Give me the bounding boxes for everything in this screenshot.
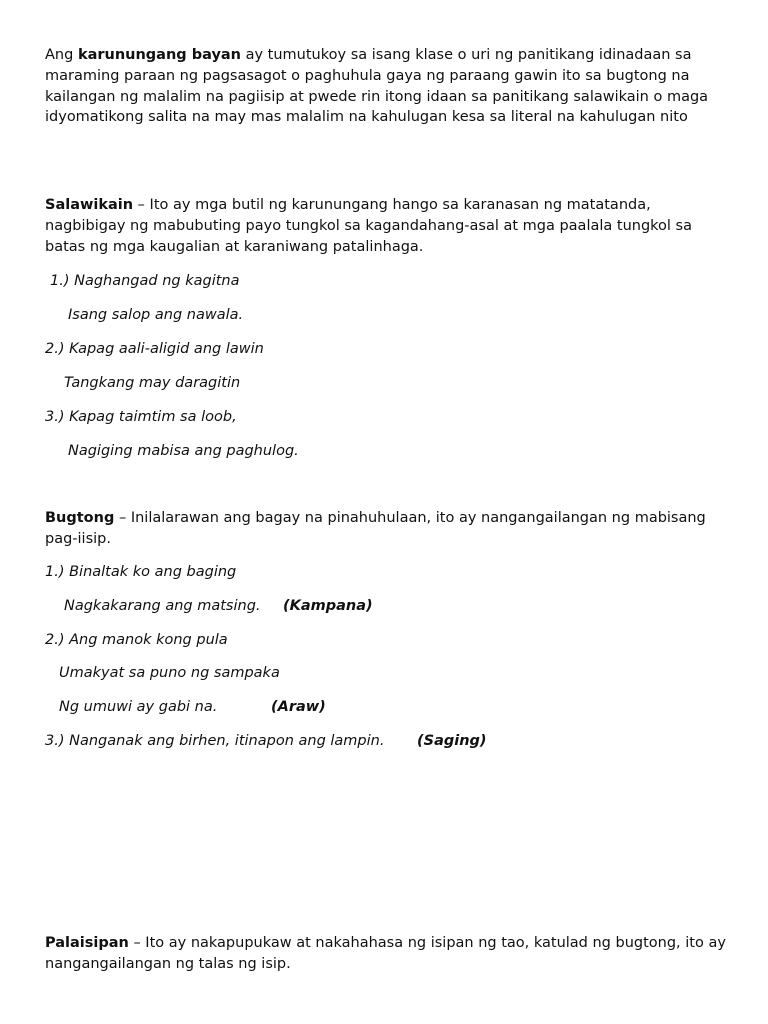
- bugtong-line-6: 3.) Nanganak ang birhen, itinapon ang lampin.: [45, 733, 385, 749]
- bugtong-definition: [45, 508, 735, 550]
- salawikain-line-3: 2.) Kapag aali-aligid ang lawin: [45, 341, 264, 357]
- palaisipan-definition-text: – Ito ay nakapupukaw at nakahahasa ng isipan ng tao, katulad ng bugtong, ito ay nangangailangan ng talas ng isip.: [45, 935, 726, 972]
- intro-lead: Ang: [45, 47, 78, 63]
- salawikain-line-6: Nagiging mabisa ang paghulog.: [68, 443, 299, 459]
- salawikain-definition-text: – Ito ay mga butil ng karunungang hango sa karanasan ng matatanda, nagbibigay ng mabubuting payo tungkol sa kagandahang-asal at mga paalala tungkol sa batas ng mga kaugalian at karaniwang patalinhaga.: [45, 197, 692, 255]
- palaisipan-term: Palaisipan: [45, 935, 129, 951]
- bugtong-term: Bugtong: [45, 510, 115, 526]
- bugtong-answer-3: (Saging): [417, 733, 487, 749]
- bugtong-line-5: Ng umuwi ay gabi na.: [59, 699, 218, 715]
- salawikain-line-4: Tangkang may daragitin: [64, 375, 241, 391]
- salawikain-line-2: Isang salop ang nawala.: [68, 307, 244, 323]
- salawikain-line-1: 1.) Naghangad ng kagitna: [50, 273, 240, 289]
- bugtong-line-2: Nagkakarang ang matsing.: [64, 598, 261, 614]
- intro-body: ay tumutukoy sa isang klase o uri ng panitikang idinadaan sa maraming paraan ng pagsasagot o paghuhula gaya ng paraang gawin ito sa bugtong na kailangan ng malalim na pagiisip at pwede rin itong idaan sa panitikang salawikain o maga idyomatikong salita na may mas malalim na kahulugan kesa sa literal na kahulugan nito: [45, 47, 709, 126]
- intro-term: karunungang bayan: [77, 47, 241, 63]
- salawikain-line-5: 3.) Kapag taimtim sa loob,: [45, 409, 237, 425]
- bugtong-line-4: Umakyat sa puno ng sampaka: [59, 665, 280, 681]
- salawikain-definition: [45, 195, 735, 257]
- salawikain-term: Salawikain: [45, 197, 134, 213]
- bugtong-definition-text: – Inilalarawan ang bagay na pinahuhulaan, ito ay nangangailangan ng mabisang pag-iisip.: [45, 510, 706, 547]
- bugtong-line-3: 2.) Ang manok kong pula: [45, 632, 228, 648]
- bugtong-answer-1: (Kampana): [283, 598, 373, 614]
- bugtong-line-1: 1.) Binaltak ko ang baging: [45, 564, 237, 580]
- intro-paragraph: [45, 45, 735, 128]
- bugtong-answer-2: (Araw): [271, 699, 326, 715]
- palaisipan-definition: [45, 933, 735, 975]
